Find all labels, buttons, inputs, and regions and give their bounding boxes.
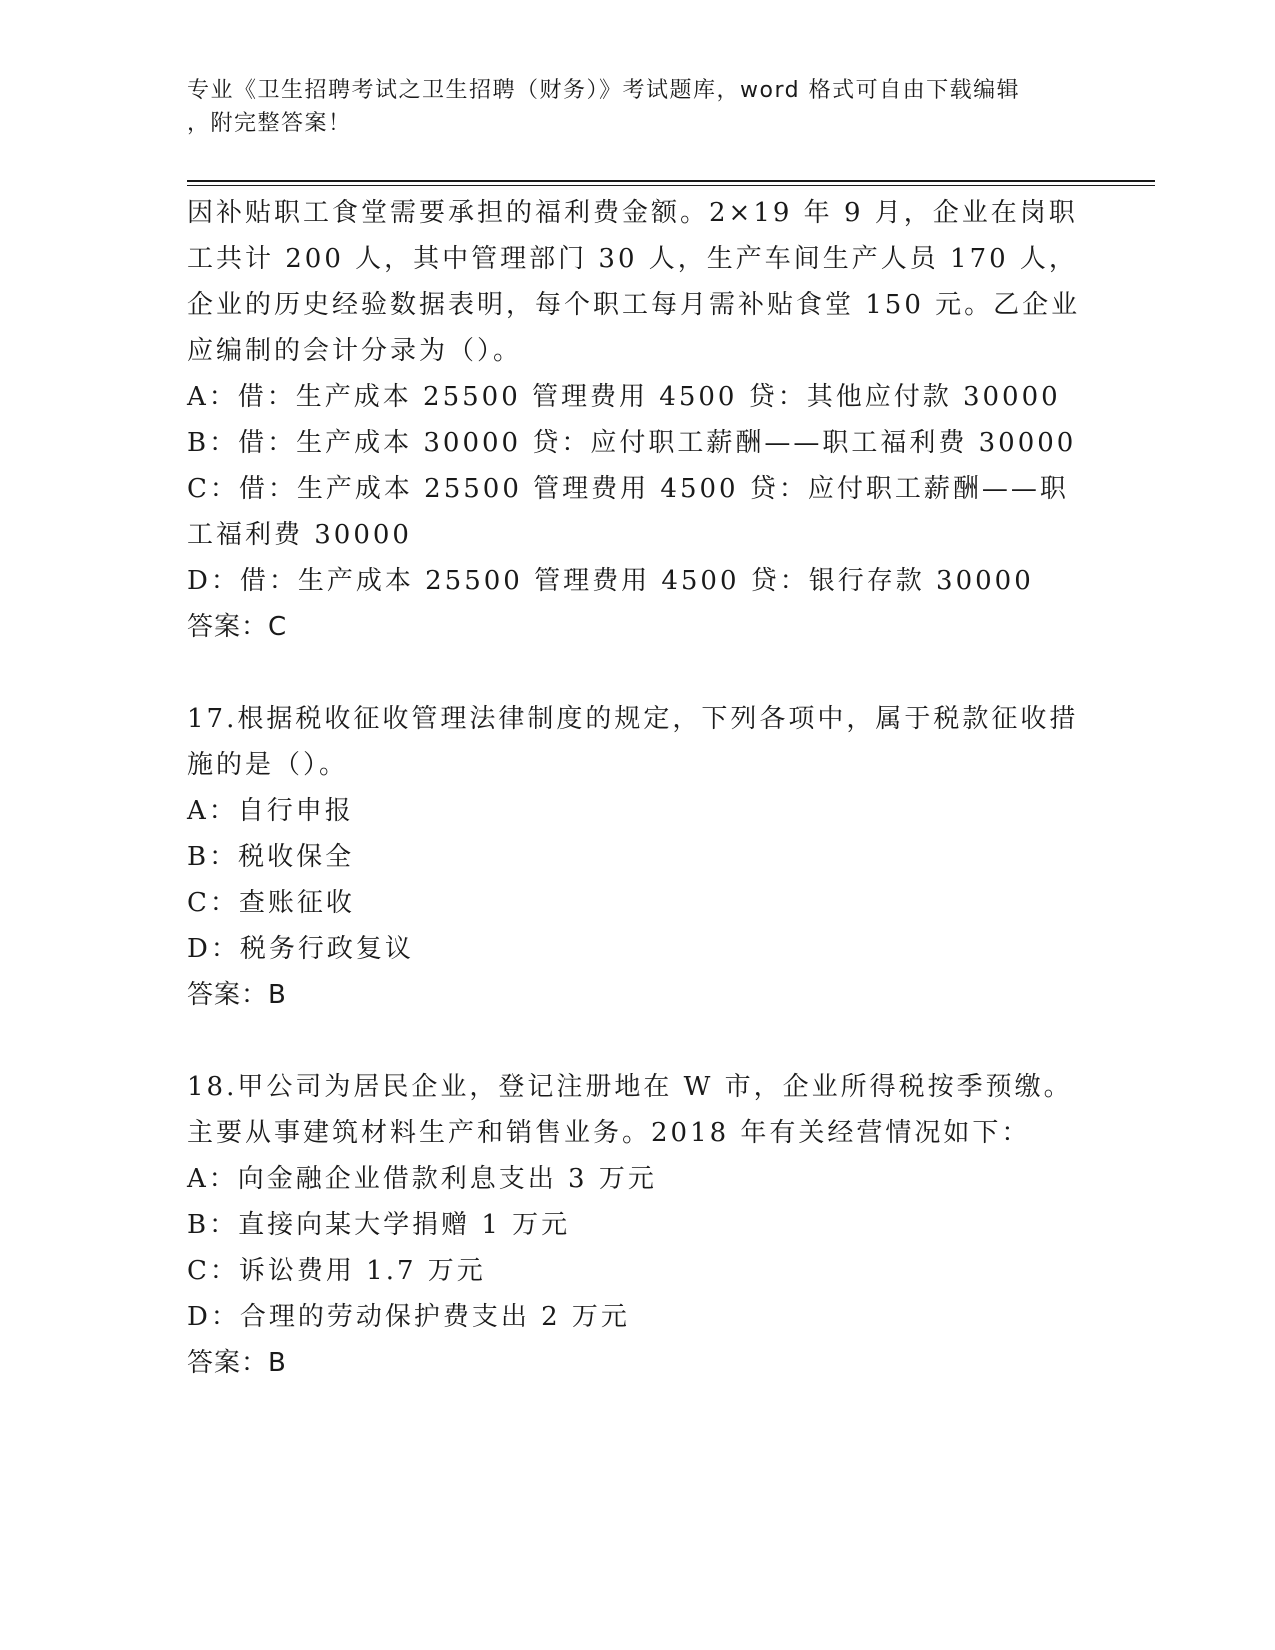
question-stem: 因补贴职工食堂需要承担的福利费金额。2×19 年 9 月，企业在岗职工共计 200 人，其中管理部门 30 人，生产车间生产人员 170 人，企业的历史经验数据表明，每个职工每月需补贴食堂 150 元。乙企业应编制的会计分录为（）。 bbox=[187, 198, 1081, 366]
question-spacer bbox=[187, 650, 1087, 696]
header-divider-thick bbox=[187, 180, 1155, 182]
question-item-18 bbox=[187, 1064, 1087, 1386]
answer-line: 答案：B bbox=[187, 1348, 287, 1378]
header-divider-thin bbox=[187, 185, 1155, 186]
option-b: B：税收保全 bbox=[187, 842, 355, 872]
option-d: D：合理的劳动保护费支出 2 万元 bbox=[187, 1302, 630, 1332]
option-b: B：直接向某大学捐赠 1 万元 bbox=[187, 1210, 571, 1240]
option-a: A：借：生产成本 25500 管理费用 4500 贷：其他应付款 30000 bbox=[187, 382, 1061, 412]
option-d: D：借：生产成本 25500 管理费用 4500 贷：银行存款 30000 bbox=[187, 566, 1034, 596]
question-stem: 17.根据税收征收管理法律制度的规定，下列各项中，属于税款征收措施的是（）。 bbox=[187, 704, 1079, 780]
option-d: D：税务行政复议 bbox=[187, 934, 414, 964]
option-a: A：向金融企业借款利息支出 3 万元 bbox=[187, 1164, 657, 1194]
header-line-1: 专业《卫生招聘考试之卫生招聘（财务）》考试题库，word 格式可自由下载编辑 bbox=[187, 78, 1021, 103]
option-b: B：借：生产成本 30000 贷：应付职工薪酬——职工福利费 30000 bbox=[187, 428, 1077, 458]
question-item-17 bbox=[187, 696, 1087, 1018]
question-spacer bbox=[187, 1018, 1087, 1064]
option-c: C：借：生产成本 25500 管理费用 4500 贷：应付职工薪酬——职工福利费 30000 bbox=[187, 474, 1069, 550]
question-list bbox=[187, 190, 1087, 1386]
option-c: C：诉讼费用 1.7 万元 bbox=[187, 1256, 486, 1286]
question-stem: 18.甲公司为居民企业，登记注册地在 W 市，企业所得税按季预缴。主要从事建筑材料生产和销售业务。2018 年有关经营情况如下： bbox=[187, 1072, 1073, 1148]
document-header bbox=[187, 74, 1087, 140]
answer-line: 答案：B bbox=[187, 980, 287, 1010]
option-a: A：自行申报 bbox=[187, 796, 354, 826]
answer-line: 答案：C bbox=[187, 612, 288, 642]
question-item-16 bbox=[187, 190, 1087, 650]
option-c: C：查账征收 bbox=[187, 888, 355, 918]
header-line-2: ，附完整答案！ bbox=[187, 111, 352, 136]
